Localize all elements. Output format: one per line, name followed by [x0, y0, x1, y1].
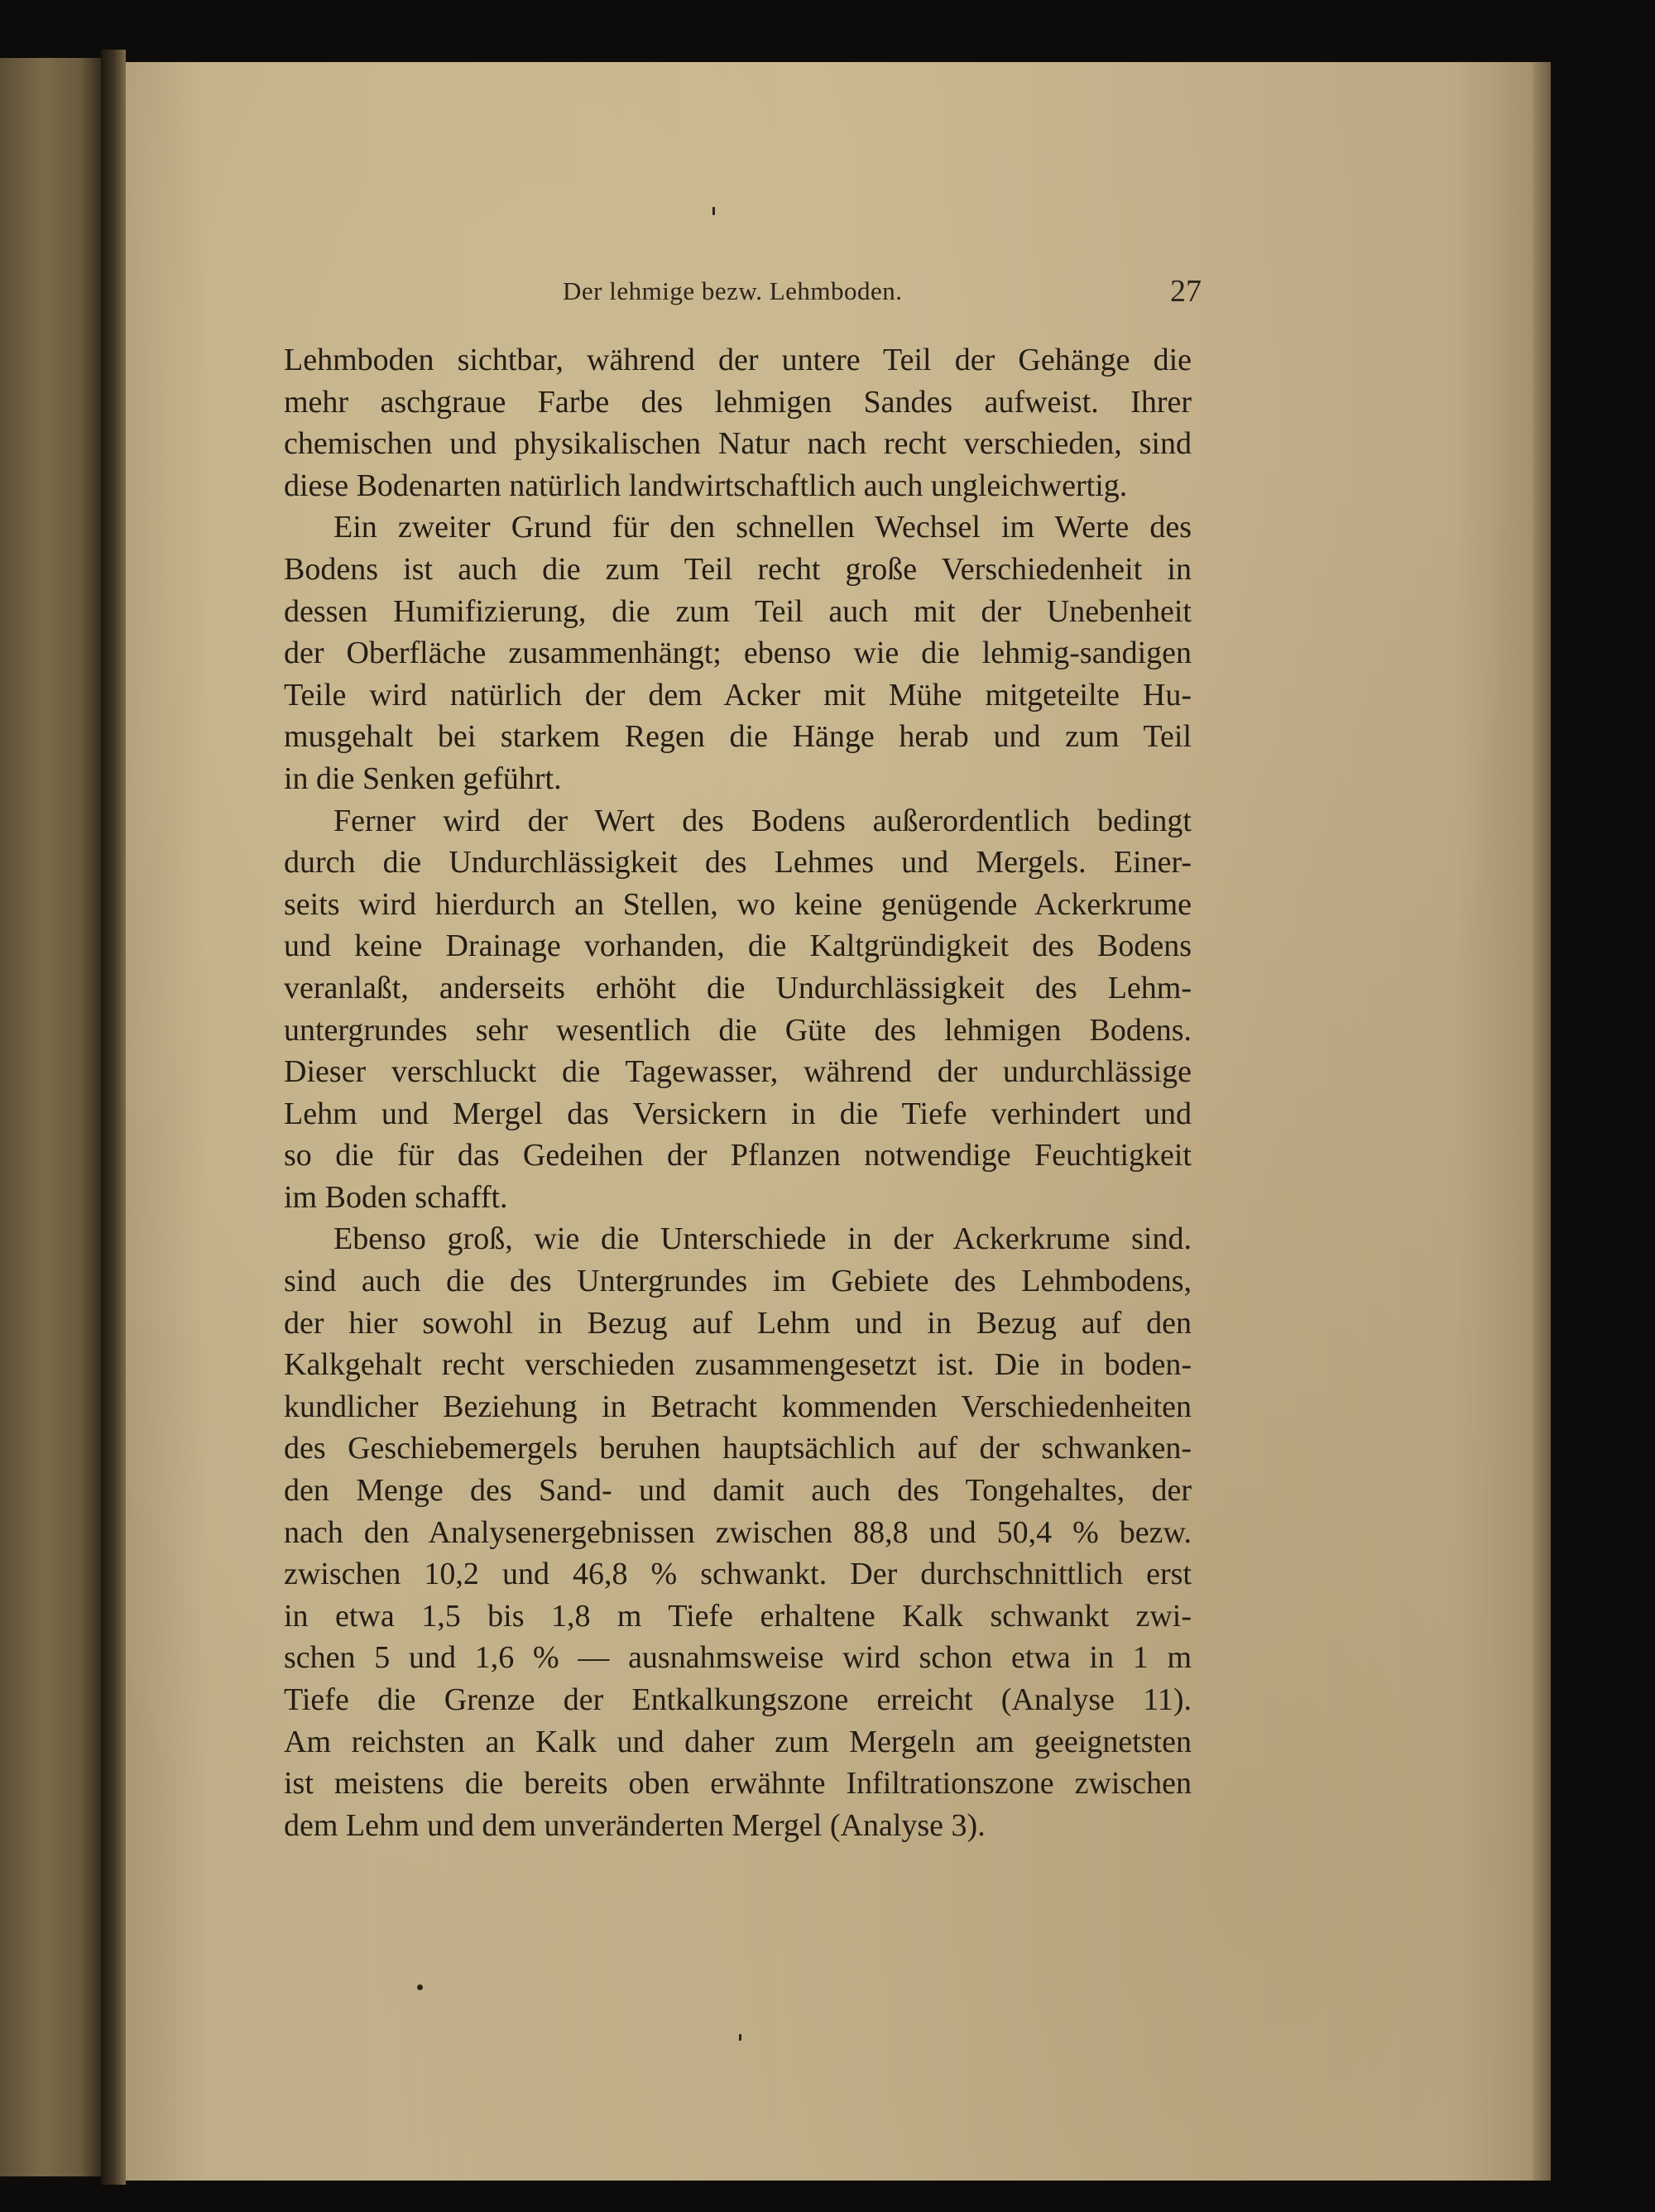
page-fore-edge	[1533, 62, 1551, 2181]
text-line: diese Bodenarten natürlich landwirtschaftlich auch ungleichwertig.	[284, 468, 1128, 503]
text-line: sind auch die des Untergrundes im Gebiete des Lehmbodens,	[284, 1264, 1192, 1299]
text-line: Tiefe die Grenze der Entkalkungszone erreicht (Analyse 11).	[284, 1682, 1192, 1717]
text-line: musgehalt bei starkem Regen die Hänge herab und zum Teil	[284, 719, 1192, 755]
text-line: Kalkgehalt recht verschieden zusammengesetzt ist. Die in boden-	[284, 1347, 1192, 1383]
text-line: Dieser verschluckt die Tagewasser, während der undurchlässige	[284, 1054, 1192, 1090]
text-line: ist meistens die bereits oben erwähnte Infiltrationszone zwischen	[284, 1766, 1192, 1802]
text-line: nach den Analysenergebnissen zwischen 88,8 und 50,4 % bezw.	[284, 1514, 1192, 1550]
text-line: Ferner wird der Wert des Bodens außerordentlich bedingt	[333, 803, 1192, 838]
facing-page-edge	[0, 58, 106, 2176]
text-line: Ebenso groß, wie die Unterschiede in der Ackerkrume sind.	[333, 1221, 1192, 1257]
page-number: 27	[1170, 274, 1202, 309]
text-line: Teile wird natürlich der dem Acker mit Mühe mitgeteilte Hu-	[284, 677, 1192, 713]
book-gutter	[101, 50, 126, 2185]
text-line: der Oberfläche zusammenhängt; ebenso wie die lehmig-sandigen	[284, 636, 1192, 671]
body-text	[284, 339, 1192, 1846]
text-line: und keine Drainage vorhanden, die Kaltgründigkeit des Bodens	[284, 928, 1192, 964]
paper-speck	[739, 2034, 741, 2041]
text-line: in die Senken geführt.	[284, 761, 562, 796]
text-line: in etwa 1,5 bis 1,8 m Tiefe erhaltene Kalk schwankt zwi-	[284, 1598, 1192, 1634]
text-line: veranlaßt, anderseits erhöht die Undurchlässigkeit des Lehm-	[284, 970, 1192, 1005]
paper-speck	[712, 207, 715, 215]
text-line: Lehm und Mergel das Versickern in die Tiefe verhindert und	[284, 1096, 1192, 1131]
text-line: chemischen und physikalischen Natur nach recht verschieden, sind	[284, 426, 1192, 462]
text-line: Ein zweiter Grund für den schnellen Wechsel im Werte des	[333, 510, 1192, 545]
text-line: des Geschiebemergels beruhen hauptsächlich auf der schwanken-	[284, 1431, 1192, 1466]
text-line: so die für das Gedeihen der Pflanzen notwendige Feuchtigkeit	[284, 1138, 1192, 1173]
paper-speck	[417, 1984, 423, 1990]
running-title: Der lehmige bezw. Lehmboden.	[563, 276, 903, 305]
text-line: Am reichsten an Kalk und daher zum Mergeln am geeignetsten	[284, 1724, 1192, 1759]
text-line: im Boden schafft.	[284, 1179, 508, 1215]
text-line: den Menge des Sand- und damit auch des Tongehaltes, der	[284, 1473, 1192, 1509]
text-line: der hier sowohl in Bezug auf Lehm und in Bezug auf den	[284, 1305, 1192, 1341]
text-line: dessen Humifizierung, die zum Teil auch mit der Unebenheit	[284, 593, 1192, 629]
text-line: Bodens ist auch die zum Teil recht große Verschiedenheit in	[284, 551, 1192, 587]
text-line: dem Lehm und dem unveränderten Mergel (Analyse 3).	[284, 1807, 986, 1843]
text-line: mehr aschgraue Farbe des lehmigen Sandes aufweist. Ihrer	[284, 384, 1192, 420]
text-line: zwischen 10,2 und 46,8 % schwankt. Der durchschnittlich erst	[284, 1557, 1192, 1592]
text-line: kundlicher Beziehung in Betracht kommenden Verschiedenheiten	[284, 1389, 1192, 1424]
text-line: seits wird hierdurch an Stellen, wo keine genügende Ackerkrume	[284, 886, 1192, 922]
text-line: durch die Undurchlässigkeit des Lehmes und Mergels. Einer-	[284, 845, 1192, 880]
text-line: untergrundes sehr wesentlich die Güte des lehmigen Bodens.	[284, 1012, 1192, 1048]
running-head	[563, 273, 1202, 313]
text-line: schen 5 und 1,6 % — ausnahmsweise wird schon etwa in 1 m	[284, 1640, 1192, 1676]
text-line: Lehmboden sichtbar, während der untere Teil der Gehänge die	[284, 343, 1192, 377]
